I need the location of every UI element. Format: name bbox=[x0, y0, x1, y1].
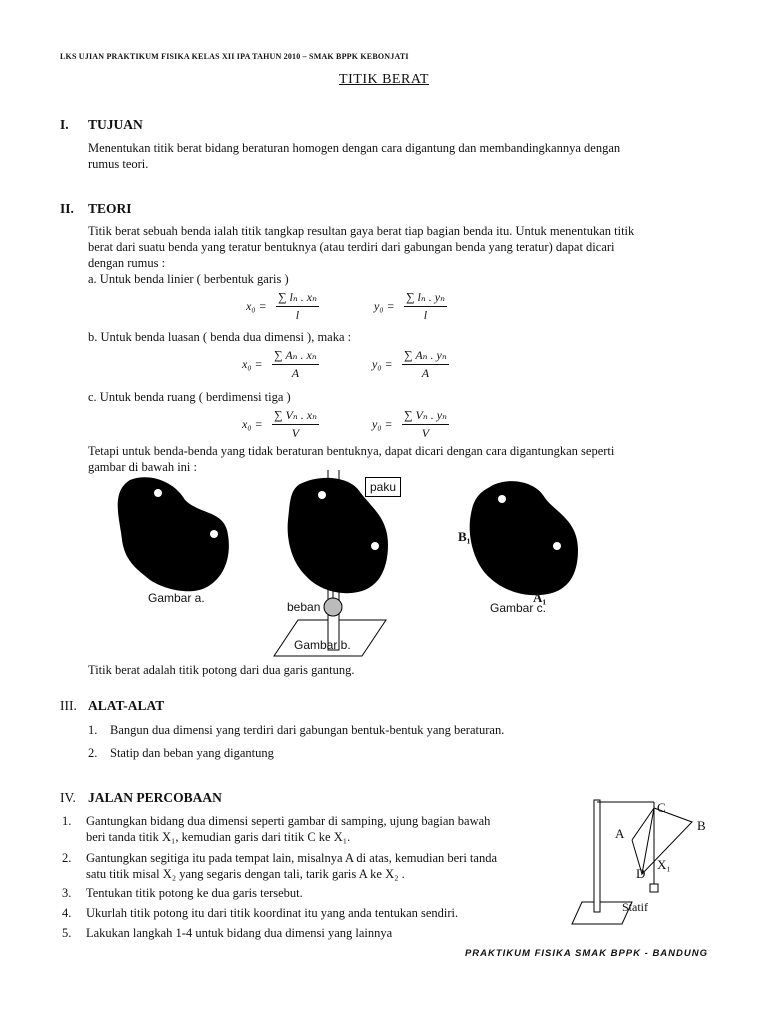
document-header: LKS UJIAN PRAKTIKUM FISIKA KELAS XII IPA TAHUN 2010 – SMAK BPPK KEBONJATI bbox=[60, 52, 409, 61]
diagram-label-d: D bbox=[636, 866, 646, 881]
step-text-line: Tentukan titik potong ke dua garis tersebut. bbox=[86, 886, 303, 900]
formula-denominator: l bbox=[423, 308, 428, 322]
section-number-teori: II. bbox=[60, 201, 74, 216]
document-footer: PRAKTIKUM FISIKA SMAK BPPK - BANDUNG bbox=[464, 948, 708, 959]
diagram-label-b: B bbox=[697, 818, 706, 833]
formula-lhs: x₀ = bbox=[242, 357, 263, 371]
section-title-teori: TEORI bbox=[88, 201, 132, 216]
section-number-tujuan: I. bbox=[60, 117, 69, 132]
formula-numerator: ∑ Aₙ . xₙ bbox=[272, 348, 319, 365]
hanging-figures bbox=[0, 470, 768, 660]
hole-point bbox=[371, 542, 379, 550]
formula-lhs: y₀ = bbox=[374, 299, 395, 313]
step-text-line: satu titik misal X₂ yang segaris dengan tali, tarik garis A ke X₂ . bbox=[86, 867, 405, 881]
diagram-label-a: A bbox=[615, 826, 625, 841]
label-paku: paku bbox=[365, 477, 401, 497]
hole-point bbox=[553, 542, 561, 550]
teori-outro-line: Tetapi untuk benda-benda yang tidak beraturan bentuknya, dapat dicari dengan cara digantungkan seperti bbox=[88, 444, 615, 458]
section-title-alat: ALAT-ALAT bbox=[88, 698, 165, 713]
diagram-label-statif: Statif bbox=[622, 900, 648, 914]
formula-numerator: ∑ lₙ . xₙ bbox=[276, 290, 319, 307]
figure-caption-c: Gambar c. bbox=[490, 601, 547, 615]
formula-b-x bbox=[242, 348, 372, 384]
figure-caption-a: Gambar a. bbox=[148, 591, 205, 605]
teori-outro-line: gambar di bawah ini : bbox=[88, 460, 197, 474]
teori-item-c: c. Untuk benda ruang ( berdimensi tiga ) bbox=[88, 390, 291, 404]
section-title-jalan: JALAN PERCOBAAN bbox=[88, 790, 222, 805]
alat-item-number: 1. bbox=[88, 723, 98, 737]
formula-lhs: y₀ = bbox=[372, 357, 393, 371]
plumb-weight bbox=[650, 884, 658, 892]
teori-intro-line: berat dari suatu benda yang teratur bentuknya (atau terdiri dari gabungan benda yang teratur) dapat dicari bbox=[88, 240, 615, 254]
formula-denominator: A bbox=[421, 366, 430, 380]
formula-denominator: l bbox=[295, 308, 300, 322]
formula-numerator: ∑ Vₙ . xₙ bbox=[272, 408, 319, 425]
tujuan-text-line: Menentukan titik berat bidang beraturan homogen dengan cara digantung dan membandingkannya dengan bbox=[88, 141, 621, 155]
label-beban: beban bbox=[287, 600, 321, 614]
alat-item-text: Bangun dua dimensi yang terdiri dari gabungan bentuk-bentuk yang beraturan. bbox=[110, 723, 505, 737]
teori-item-b: b. Untuk benda luasan ( benda dua dimensi ), maka : bbox=[88, 330, 352, 344]
figure-caption-b: Gambar b. bbox=[294, 638, 351, 652]
formula-lhs: x₀ = bbox=[246, 299, 267, 313]
step-number: 2. bbox=[62, 851, 72, 865]
hole-point bbox=[498, 495, 506, 503]
step-text-line: beri tanda titik X₁, kemudian garis dari titik C ke X₁. bbox=[86, 830, 351, 844]
teori-conclusion: Titik berat adalah titik potong dari dua garis gantung. bbox=[88, 663, 355, 677]
step-text-line: Gantungkan segitiga itu pada tempat lain, misalnya A di atas, kemudian beri tanda bbox=[86, 851, 498, 865]
page-title: TITIK BERAT bbox=[339, 72, 429, 87]
step-number: 3. bbox=[62, 886, 72, 900]
step-text-line: Lakukan langkah 1-4 untuk bidang dua dimensi yang lainnya bbox=[86, 926, 393, 940]
formula-c-y bbox=[372, 408, 502, 444]
formula-numerator: ∑ Aₙ . yₙ bbox=[402, 348, 449, 365]
formula-numerator: ∑ Vₙ . yₙ bbox=[402, 408, 449, 425]
section-number-jalan: IV. bbox=[60, 790, 76, 805]
formula-denominator: V bbox=[291, 426, 300, 440]
diagram-label-x1: X₁ bbox=[657, 857, 671, 872]
formula-c-x bbox=[242, 408, 372, 444]
step-number: 5. bbox=[62, 926, 72, 940]
formula-denominator: V bbox=[421, 426, 430, 440]
formula-b-y bbox=[372, 348, 502, 384]
label-a1: A₁ bbox=[533, 590, 547, 605]
alat-item-text: Statip dan beban yang digantung bbox=[110, 746, 274, 760]
teori-item-a: a. Untuk benda linier ( berbentuk garis ) bbox=[88, 272, 289, 286]
hole-point bbox=[210, 530, 218, 538]
weight-ball bbox=[324, 598, 342, 616]
step-text-line: Ukurlah titik potong itu dari titik koordinat itu yang anda tentukan sendiri. bbox=[86, 906, 459, 920]
label-b1: B₁ bbox=[458, 529, 471, 544]
hole-point bbox=[318, 491, 326, 499]
tujuan-text-line: rumus teori. bbox=[88, 157, 149, 171]
formula-a-x bbox=[246, 290, 366, 326]
formula-denominator: A bbox=[291, 366, 300, 380]
hole-point bbox=[154, 489, 162, 497]
step-number: 1. bbox=[62, 814, 72, 828]
formula-a-y bbox=[374, 290, 494, 326]
statif-pole bbox=[594, 800, 600, 912]
irregular-plane-c bbox=[470, 481, 578, 595]
teori-intro-line: dengan rumus : bbox=[88, 256, 166, 270]
teori-intro-line: Titik berat sebuah benda ialah titik tangkap resultan gaya berat tiap bagian benda itu. Untuk menentukan titik bbox=[88, 224, 635, 238]
step-text-line: Gantungkan bidang dua dimensi seperti gambar di samping, ujung bagian bawah bbox=[86, 814, 491, 828]
formula-lhs: x₀ = bbox=[242, 417, 263, 431]
diagram-label-c: C bbox=[657, 800, 666, 815]
step-number: 4. bbox=[62, 906, 72, 920]
formula-lhs: y₀ = bbox=[372, 417, 393, 431]
section-number-alat: III. bbox=[60, 698, 77, 713]
alat-item-number: 2. bbox=[88, 746, 98, 760]
formula-numerator: ∑ lₙ . yₙ bbox=[404, 290, 447, 307]
section-title-tujuan: TUJUAN bbox=[88, 117, 143, 132]
